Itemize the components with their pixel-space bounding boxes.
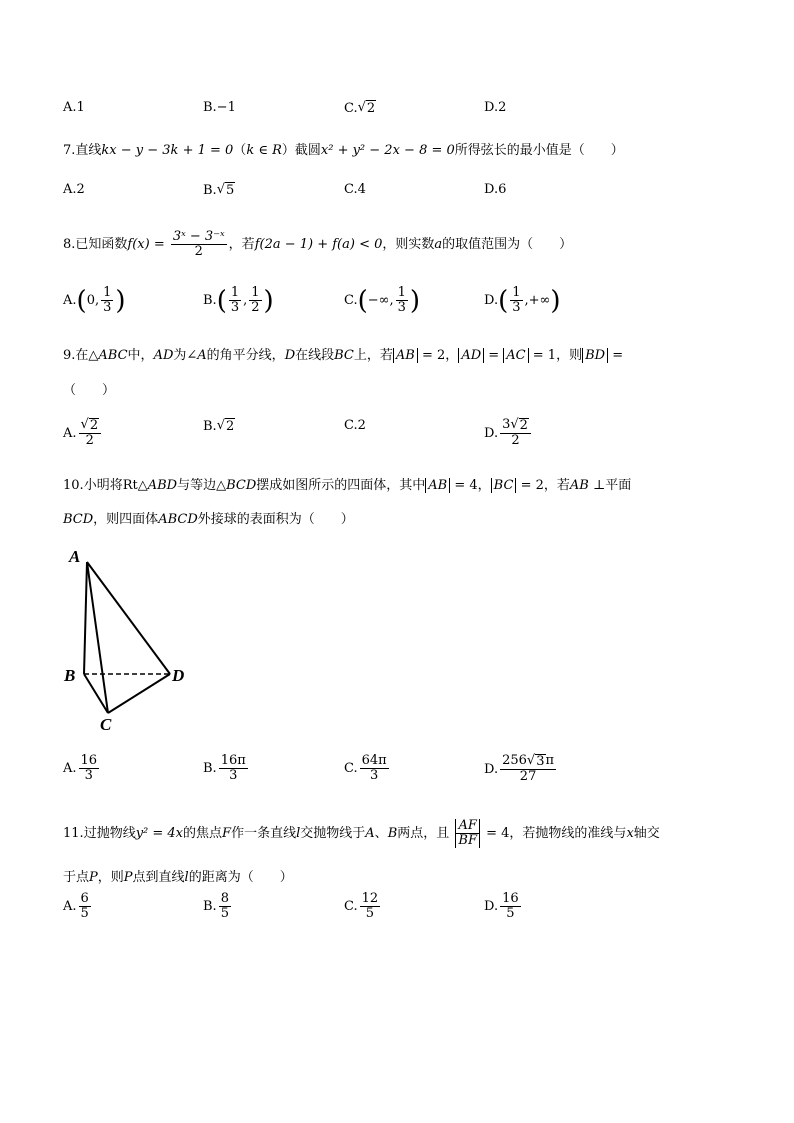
q10-option-a: A. $\frac{16}{3}$ <box>63 753 98 784</box>
q10-option-c: C. $\frac{64\pi}{3}$ <box>344 753 387 784</box>
q11-options <box>63 892 743 932</box>
q10-option-b: B. $\frac{16\pi}{3}$ <box>203 753 246 784</box>
q8-option-c: C. ( −∞, $\frac{1}{3}$ ) <box>344 285 421 316</box>
vertex-label-b: B <box>64 666 76 685</box>
q11-option-b: B. $\frac{8}{5}$ <box>203 891 229 922</box>
q9-option-b: B. √ 2 <box>203 418 235 434</box>
q11-ratio-fraction: $\frac{AF}{BF}$ <box>455 819 480 849</box>
q8-option-d: D. ( $\frac{1}{3}$ ,+∞ ) <box>484 285 561 316</box>
q8-function-fraction: $\frac{\text{3ˣ − 3⁻ˣ}}{2}$ <box>172 228 225 259</box>
q8-option-a: A. ( 0, $\frac{1}{3}$ ) <box>63 285 126 316</box>
q6-options <box>63 100 743 128</box>
edge-ab <box>84 562 87 674</box>
q7-option-c: C.4 <box>344 182 366 197</box>
q9-option-d: D. 3 √ 2 2 <box>484 418 533 449</box>
q7-option-d: D.6 <box>484 182 507 197</box>
q10-stem: 10.小明将Rt△ABD与等边△BCD摆成如图所示的四面体，其中 AB = 4， BC = 2，若AB ⊥平面 <box>63 478 632 493</box>
q9-option-c: C.2 <box>344 418 366 433</box>
vertex-label-a: A <box>69 547 81 566</box>
q7-stem: 7.直线kx − y − 3k + 1 = 0（k ∈ R）截圆x² + y² − 2x − 8 = 0所得弦长的最小值是（ ） <box>63 143 624 158</box>
q10-options <box>63 754 743 794</box>
q8-stem: 8.已知函数f(x) = $\frac{\text{3ˣ − 3⁻ˣ}}{2}$ ，若f(2a − 1) + f(a) < 0，则实数a的取值范围为（ ） <box>63 228 573 259</box>
q10-stem-line2: BCD，则四面体ABCD外接球的表面积为（ ） <box>63 512 354 527</box>
q11-option-d: D. $\frac{16}{5}$ <box>484 891 519 922</box>
q6-option-c: C. √ 2 <box>344 100 376 116</box>
q8-option-b: B. ( $\frac{1}{3}$ , $\frac{1}{2}$ ) <box>203 285 274 316</box>
q8-options <box>63 286 743 326</box>
q11-stem: 11.过抛物线y² = 4x的焦点F作一条直线l交抛物线于A、B两点，且 $\frac{AF}{BF}$ = 4，若抛物线的准线与x轴交 <box>63 817 660 848</box>
q9-stem: 9.在△ABC中，AD为∠A的角平分线，D在线段BC上，若 AB = 2， AD = AC = 1，则 BD = <box>63 348 624 363</box>
q7-option-a: A.2 <box>63 182 85 197</box>
q7-options <box>63 182 743 210</box>
vertex-label-c: C <box>100 715 112 734</box>
q9-options <box>63 418 743 458</box>
q11-option-a: A. $\frac{6}{5}$ <box>63 891 89 922</box>
q6-option-d: D.2 <box>484 100 507 115</box>
q11-stem-line2: 于点P，则P点到直线l的距离为（ ） <box>63 870 293 885</box>
q6-option-a: A.1 <box>63 100 85 115</box>
q6-option-b: B.−1 <box>203 100 236 115</box>
q7-option-b: B. √ 5 <box>203 182 235 198</box>
tetrahedron-figure <box>60 540 200 735</box>
q9-stem-line2: （ ） <box>63 383 116 398</box>
edge-cd <box>108 674 170 713</box>
q10-option-d: D. 256 √ 3 π 27 <box>484 753 555 785</box>
sqrt-symbol: √ 5 <box>216 182 235 198</box>
q9-option-a: A. √ 2 2 <box>63 418 103 449</box>
vertex-label-d: D <box>172 666 185 685</box>
sqrt-symbol: √ 2 <box>357 100 376 116</box>
q11-option-c: C. $\frac{12}{5}$ <box>344 891 379 922</box>
